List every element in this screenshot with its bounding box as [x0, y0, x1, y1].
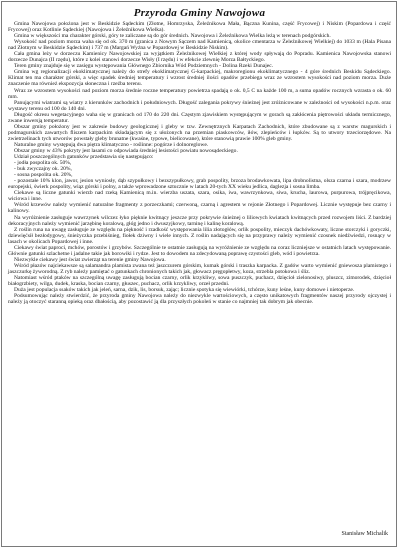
paragraph: Naturalne gminy występują dwa piętra klimatyczno - roślinne: pogórze i dolnoreglowe.: [14, 141, 209, 148]
paragraph: Gmina wg regionalizacji ekoklimatycznej należy do strefy ekoklimatycznej G-karpackiej, makroregionu ekoklimatycznego - 4 góre średnich Beskidu Sądeckiego. Klimat ten ma charakter górski, a więc spadek średniej temperatury i wzrost średniej ilości opadów przebiega wraz ze wzrostem wysokości nad poziom morza. Duże znaczenie ma również ekspozycja słoneczna i rzeźba terenu.: [8, 69, 391, 88]
list-item: - sosna pospolita ok. 20%,: [14, 172, 73, 179]
paragraph: Teren gminy znajduje się w zasięgu występowania Głównego Zbiornika Wód Podziemnych - Dolina Rzeki Dunajec.: [14, 63, 274, 70]
paragraph: Obszar gminy w 43% pokryty jest lasami co odpowiada średniej lesistości powiatu nowosądeckiego.: [14, 147, 238, 154]
author-signature: Stanisław Michalik: [341, 531, 388, 537]
paragraph: Gmina w większości ma charakter górski, góry te zaliczane są do gór średnich. Nawojowa i Żeleźnikowa Wielka leżą w terenach podgórskich.: [14, 33, 331, 40]
paragraph: Ciekawy świat paproci, mchów, porostów i grzybów. Szczególnie te ostatnie zasługują na wyróżnienie ze względu na coraz liczniejsze w ostatnich latach występowanie. Głównie gatunki szlachetne i jadalne takie jak borowiki i rydze. Jest to dowodem na zdecydowaną poprawę czystości gleb, wód i powietrza.: [8, 244, 391, 257]
list-item: - jodła pospolita ok. 50%,: [14, 160, 72, 167]
paragraph: Duża jest populacja ssaków takich jak jeleń, sarna, dzik, lis, borsuk, zając; licznie spotyka się wiewiórki, tchórze, kuny leśne, kuny domowe i nietoperze.: [14, 287, 355, 294]
paragraph: Podsumowując należy stwierdzić, że przyroda gminy Nawojowa należy do niezwykle wartościowych, a często unikatowych fragmentów naszej przyrody ojczystej i należy ją otoczyć staranną opieką oraz dbałością, aby pozostawić ją dla przyszłych pokoleń w stanie co najmniej tak dobrym jak obecnie.: [8, 293, 391, 306]
paragraph: Wśród płazów najciekawsze są salamandra plamista zwana też jaszczurem górskim, kumak górski i traszka karpacka. Z gadów warto wymienić gniewosza plamistego i jaszczurkę żyworodną. Z ryb należy pamiętać o gatunkach chronionych takich jak, głowacz pręgopłetwy, koza, strzebla potokowa i śliz.: [8, 262, 391, 275]
paragraph: Panującymi wiatrami są wiatry z kierunków zachodnich i południowych. Długość zalegania pokrywy śnieżnej jest zróżnicowane w zależności od wysokości n.p.m. oraz wystawy terenu od 100 do 140 dni.: [8, 99, 391, 112]
paragraph: Gmina Nawojowa położona jest w Beskidzie Sądeckim (Złotne, Homrzyska, Żeleźnikowa Mała, Bączna Kunina, część Frycowej) i Niskim (Popardowa i część Frycowej) oraz Kotlinie Sądeckiej (Nawojowa i Żeleźnikowa Wielka).: [8, 21, 391, 34]
paragraph: Udział poszczególnych gatunków przedstawia się następująco:: [14, 154, 154, 161]
paragraph: Wysokość nad poziom morza waha się od ok. 370 m (granica z Nowym Sączem nad Kamienicą, okolice cmentarza w Żeleźnikowej Wielkiej) do 1033 m (Hala Pisana nad Złotnym w Beskidzie Sądeckim) i 737 m (Margań Wyżna w Popardowej w Beskidzie Niskim).: [8, 39, 391, 52]
document-content: [8, 7, 391, 305]
paragraph: Obszar gminy położony jest w zakresie budowy geologicznej i gleby w tzw. Zewnętrznych Karpatach Zachodnich, które zbudowane są z warstw magurskich i podmagurskich zawartych fliszem karpackim składającym się z ułożonych na przemian piaskowców, iłów, zlepieńców i łupków. Są to utwory trzeciorzędowe. Na zwietrzelinach tych utworów powstały gleby brunatne (kwaśne, typowe, bielicowane), które stanowią prawie 100% gleb gminy.: [8, 123, 391, 142]
paragraph: Cała gmina leży w dorzeczu Kamienicy Nawojowskiej za wyjątkiem Żeleźnikowej Wielkiej z której wody spływają do Popradu. Kamienica Nawojowska stanowi dorzecze Dunajca (II rzędu), które z kolei stanowi dorzecze Wisły (I rzędu) i w efekcie zlewnię Morza Bałtyckiego.: [8, 51, 391, 64]
paragraph: Natomiast wśród ptaków na szczególną uwagę zasługują bocian czarny, orlik krzykliwy, sowa puszczyk, puchacz, dzięcioł zielonosiwy, pluszcz, zimorodek, dzięcioł białogrzbiety, wilga, dudek, kraska, bocian czarny, głuszec, puchacz, orlik krzykliwy, orzeł przedni.: [8, 274, 391, 288]
paragraph: Z roślin runa na uwagę zasługuje ze względu na piękność i rzadkość występowania lilia złotogłów, orlik pospolity, mieczyk dachówkowaty, liczne storczyki i goryczki, dziewięćsił bezłodygowy, śnieżyczka przebiśnieg, fiołek dziwny i wiele innych. Z roślin nadających się na przyprawy należy wymienić czosnek niedźwiedzi, rosnący w lasach w okolicach Popardowej i inne.: [8, 226, 391, 245]
paragraph: Wśród krzewów należy wymienić naturalne fragmenty z porzeczkami; czerwoną, czarną i agrestem w rejonie Złotnego i Popardowej. Licznie występuje bez czarny i kalinowy.: [8, 202, 391, 215]
paragraph: Wraz ze wzrostem wysokości nad poziom morza średnie roczne temperatury powietrza spadają o ok. 0,5 C na każde 100 m, a suma opadów rocznych wzrasta o ok. 60 mm.: [8, 87, 391, 100]
paragraph: Niezwykle ciekawy jest świat zwierząt na terenie gminy Nawojowa.: [14, 256, 166, 263]
article-body: [8, 21, 391, 305]
document-page: [1, 1, 397, 547]
paragraph: Ciekawe są liczne gatunki wierzb nad rzeką Kamienicą m.in. wierzba uszata, szara, osika, iwa, wawrzynkowa, siwa, krucha, laurowa, purpurowa, trójpręcikowa, wiciowa i inne.: [8, 190, 391, 203]
paragraph: Długość okresu wegetacyjnego waha się w granicach od 170 do 220 dni. Częstym zjawiskiem występującym w gorach są zakłócenia piętrowości układu termicznego, zwane inwersją temperatur.: [8, 111, 391, 124]
list-item: - buk zwyczajny ok. 20%,: [14, 166, 72, 173]
paragraph: Na wyróżnienie zasługuje wawrzynek wilczez łyko pięknie kwitnący jeszcze przy pokrywie śnieżnej o liliowych kwiatach kwitnących przed rozwojem liści. Z bardziej dekoracyjnych należy wymienić jarzębinę koralową, głóg jedno i dwuszyjkowy, tarninę i kalinę koralową.: [8, 214, 391, 227]
page-title: Przyroda Gminy Nawojowa: [133, 7, 266, 19]
list-item: - pozostałe 10% klon, jawor, jesion wyniosły, dąb szypułkowy i bezszypułkowy, grab pospolity, brzoza brodawkowata, lipa drobnolistna, olsza czarna i szara, modrzew europejski, świerk pospolity, wiąz górski i polny, a także wprowadzone sztucznie w latach 20-tych XX wieku jedlica, daglezja i sosna limba.: [8, 178, 391, 191]
